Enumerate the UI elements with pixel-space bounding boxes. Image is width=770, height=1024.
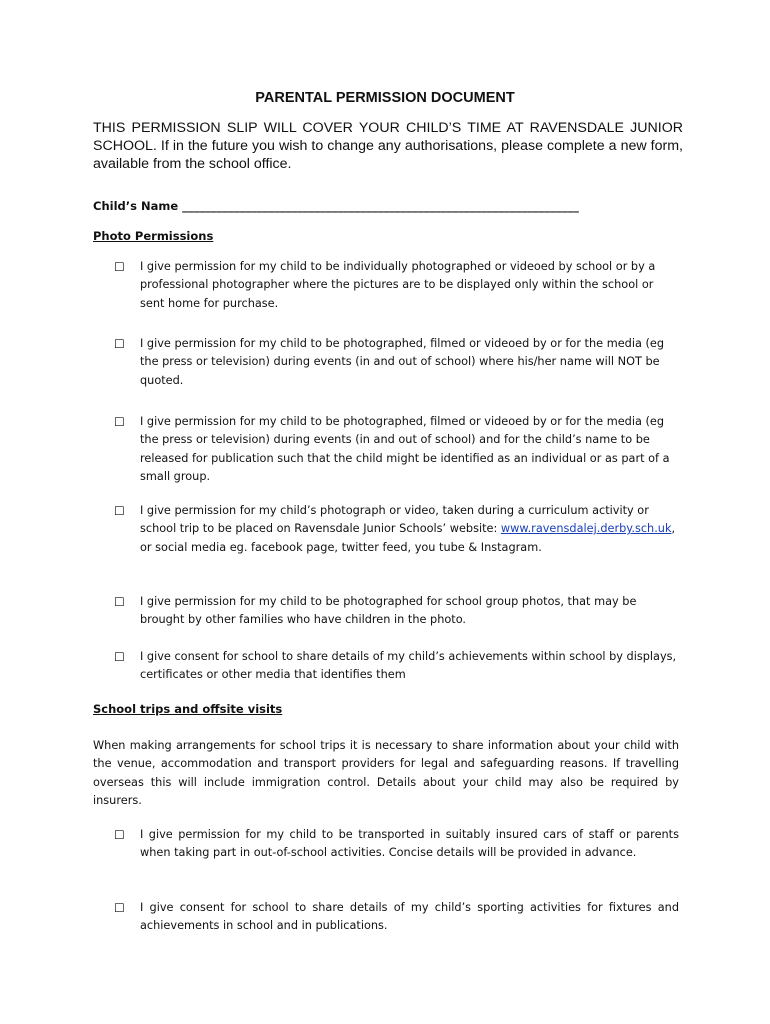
photo-item-3 — [114, 413, 679, 486]
checkbox-icon[interactable]: ☐ — [114, 901, 125, 915]
checkbox-icon[interactable]: ☐ — [114, 504, 125, 518]
checkbox-icon[interactable]: ☐ — [114, 650, 125, 664]
trip-item-1-text: I give permission for my child to be transported in suitably insured cars of staff or parents when taking part in out-of-school activities. Concise details will be provided in advance. — [140, 828, 679, 860]
photo-permissions-heading: Photo Permissions — [93, 229, 214, 243]
photo-item-4-lead: I give permission for my child’s photograph or video, taken during a curriculum activity or school trip to be placed on Ravensdale Junior Schools’ website: — [140, 504, 649, 536]
checkbox-icon[interactable]: ☐ — [114, 260, 125, 274]
photo-item-3-text: I give permission for my child to be photographed, filmed or videoed by or for the media (eg the press or television) during events (in and out of school) and for the child’s name to be released for publication such that the child might be identified as an individual or as part of a small group. — [140, 415, 670, 483]
intro-paragraph: THIS PERMISSION SLIP WILL COVER YOUR CHILD’S TIME AT RAVENSDALE JUNIOR SCHOOL. If in the future you wish to change any authorisations, please complete a new form, available from the school office. — [93, 120, 683, 172]
trip-item-1 — [114, 826, 679, 863]
photo-item-4-tail: , or social media eg. facebook page, twitter feed, you tube & Instagram. — [140, 522, 676, 554]
photo-item-2 — [114, 335, 679, 390]
trip-item-2-text: I give consent for school to share details of my child’s sporting activities for fixtures and achievements in school and in publications. — [140, 901, 679, 933]
school-trips-heading: School trips and offsite visits — [93, 702, 283, 716]
photo-item-5-text: I give permission for my child to be photographed for school group photos, that may be brought by other families who have children in the photo. — [140, 595, 637, 627]
photo-item-4-text — [140, 502, 679, 557]
photo-item-1-text: I give permission for my child to be individually photographed or videoed by school or by a professional photographer where the pictures are to be displayed only within the school or sent home for purchase. — [140, 260, 656, 310]
checkbox-icon[interactable]: ☐ — [114, 337, 125, 351]
child-name-line — [93, 199, 678, 213]
photo-item-6 — [114, 648, 679, 685]
child-name-field[interactable]: _____________________________________________________________________ — [182, 199, 579, 213]
child-name-label: Child’s Name — [93, 199, 179, 213]
school-trips-paragraph: When making arrangements for school trips it is necessary to share information about your child with the venue, accommodation and transport providers for legal and safeguarding reasons. If travelling overseas this will include immigration control. Details about your child may also be required by insurers. — [93, 739, 679, 807]
photo-item-4 — [114, 502, 679, 557]
checkbox-icon[interactable]: ☐ — [114, 828, 125, 842]
trip-item-2 — [114, 899, 679, 936]
photo-item-2-text: I give permission for my child to be photographed, filmed or videoed by or for the media (eg the press or television) during events (in and out of school) where his/her name will NOT be quoted. — [140, 337, 664, 387]
checkbox-icon[interactable]: ☐ — [114, 595, 125, 609]
checkbox-icon[interactable]: ☐ — [114, 415, 125, 429]
page-title: PARENTAL PERMISSION DOCUMENT — [255, 90, 515, 106]
photo-item-6-text: I give consent for school to share details of my child’s achievements within school by displays, certificates or other media that identifies them — [140, 650, 677, 682]
school-website-link[interactable]: www.ravensdalej.derby.sch.uk — [500, 522, 672, 536]
photo-item-1 — [114, 258, 679, 313]
photo-item-5 — [114, 593, 679, 630]
